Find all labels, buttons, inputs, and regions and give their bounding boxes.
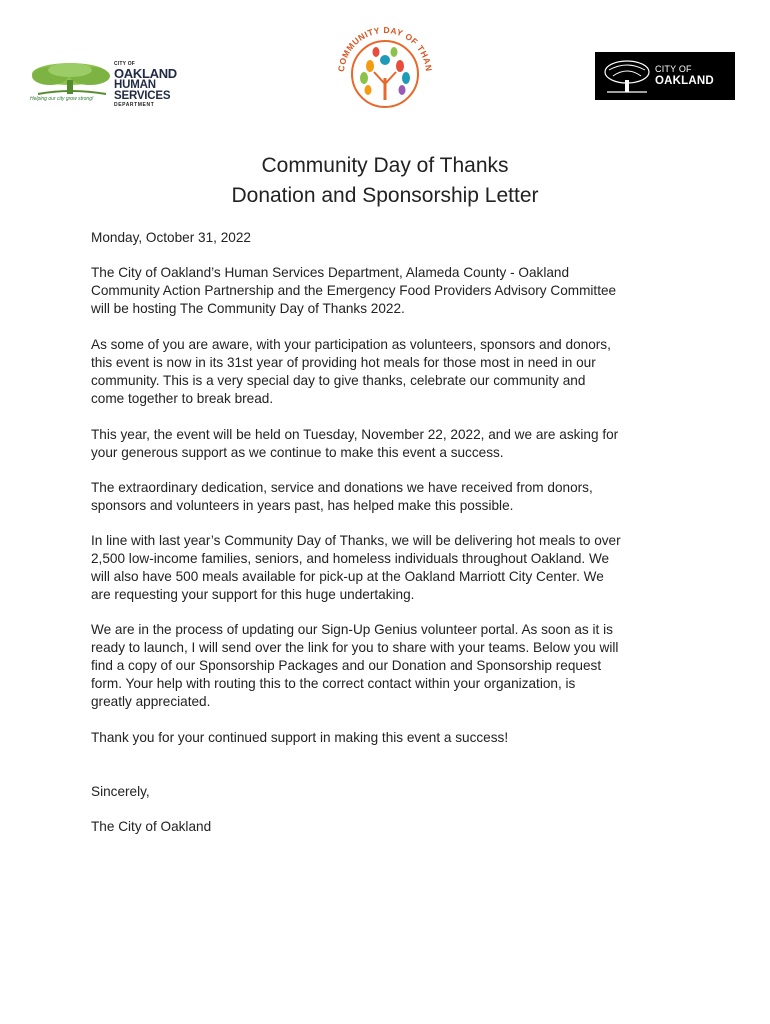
paragraph-line: form. Your help with routing this to the correct contact within your organization, is (91, 676, 576, 691)
oak-tree-icon (28, 62, 116, 98)
signature: The City of Oakland (91, 819, 212, 834)
hsd-human: HUMAN (114, 79, 156, 91)
paragraph-1 (91, 264, 691, 318)
paragraph-line: greatly appreciated. (91, 694, 211, 709)
paragraph-line: Community Action Partnership and the Emergency Food Providers Advisory Committee (91, 283, 617, 298)
paragraph-6 (91, 621, 691, 711)
paragraph-line: community. This is a very special day to give thanks, celebrate our community and (91, 373, 586, 388)
paragraph-line: This year, the event will be held on Tuesday, November 22, 2022, and we are asking for (91, 427, 619, 442)
paragraph-3 (91, 426, 691, 462)
paragraph-2 (91, 336, 691, 408)
letter-title: Community Day of Thanks (261, 154, 509, 177)
cdt-arc-text: COMMUNITY DAY OF THAN (335, 24, 435, 73)
paragraph-line: The City of Oakland’s Human Services Department, Alameda County - Oakland (91, 265, 570, 280)
community-tree-icon (330, 16, 440, 108)
paragraph-line: are requesting your support for this huge undertaking. (91, 587, 415, 602)
paragraph-line: find a copy of our Sponsorship Packages and our Donation and Sponsorship request (91, 658, 602, 673)
paragraph-line: The extraordinary dedication, service and donations we have received from donors, (91, 480, 593, 495)
hsd-oakland: OAKLAND (114, 66, 177, 81)
paragraph-line: this event is now in its 31st year of providing hot meals for those most in need in our (91, 355, 596, 370)
paragraph-5 (91, 532, 691, 604)
paragraph-line: We are in the process of updating our Sign-Up Genius volunteer portal. As soon as it is (91, 622, 613, 637)
paragraph-line: will be hosting The Community Day of Thanks 2022. (91, 301, 405, 316)
paragraph-line: As some of you are aware, with your participation as volunteers, sponsors and donors, (91, 337, 611, 352)
community-day-of-thanks-logo (330, 16, 440, 108)
city-of-text: CITY OF (655, 64, 692, 74)
hsd-department: DEPARTMENT (114, 101, 155, 108)
city-wordmark (655, 65, 714, 88)
paragraph-line: ready to launch, I will send over the link for you to share with your teams. Below you will (91, 640, 619, 655)
paragraph-line: come together to break bread. (91, 391, 274, 406)
oak-tree-icon (599, 52, 655, 100)
paragraph-7: Thank you for your continued support in making this event a success! (91, 730, 509, 745)
paragraph-line: will also have 500 meals available for pick-up at the Oakland Marriott City Center. We (91, 569, 604, 584)
paragraph-line: your generous support as we continue to make this event a success. (91, 445, 504, 460)
letter-subtitle: Donation and Sponsorship Letter (231, 184, 539, 207)
paragraph-line: sponsors and volunteers in years past, has helped make this possible. (91, 498, 514, 513)
letter-date: Monday, October 31, 2022 (91, 230, 251, 245)
hsd-wordmark (114, 62, 177, 108)
hsd-tagline: Helping our city grow strong! (30, 96, 94, 102)
closing: Sincerely, (91, 784, 150, 799)
paragraph-line: In line with last year’s Community Day of Thanks, we will be delivering hot meals to over (91, 533, 621, 548)
city-of-oakland-logo (595, 52, 735, 100)
hsd-services: SERVICES (114, 89, 171, 102)
hsd-city-of: CITY OF (114, 61, 136, 67)
paragraph-4 (91, 479, 691, 515)
oakland-human-services-logo (28, 62, 188, 108)
paragraph-line: 2,500 low-income families, seniors, and homeless individuals throughout Oakland. We (91, 551, 610, 566)
oakland-text: OAKLAND (655, 75, 714, 87)
